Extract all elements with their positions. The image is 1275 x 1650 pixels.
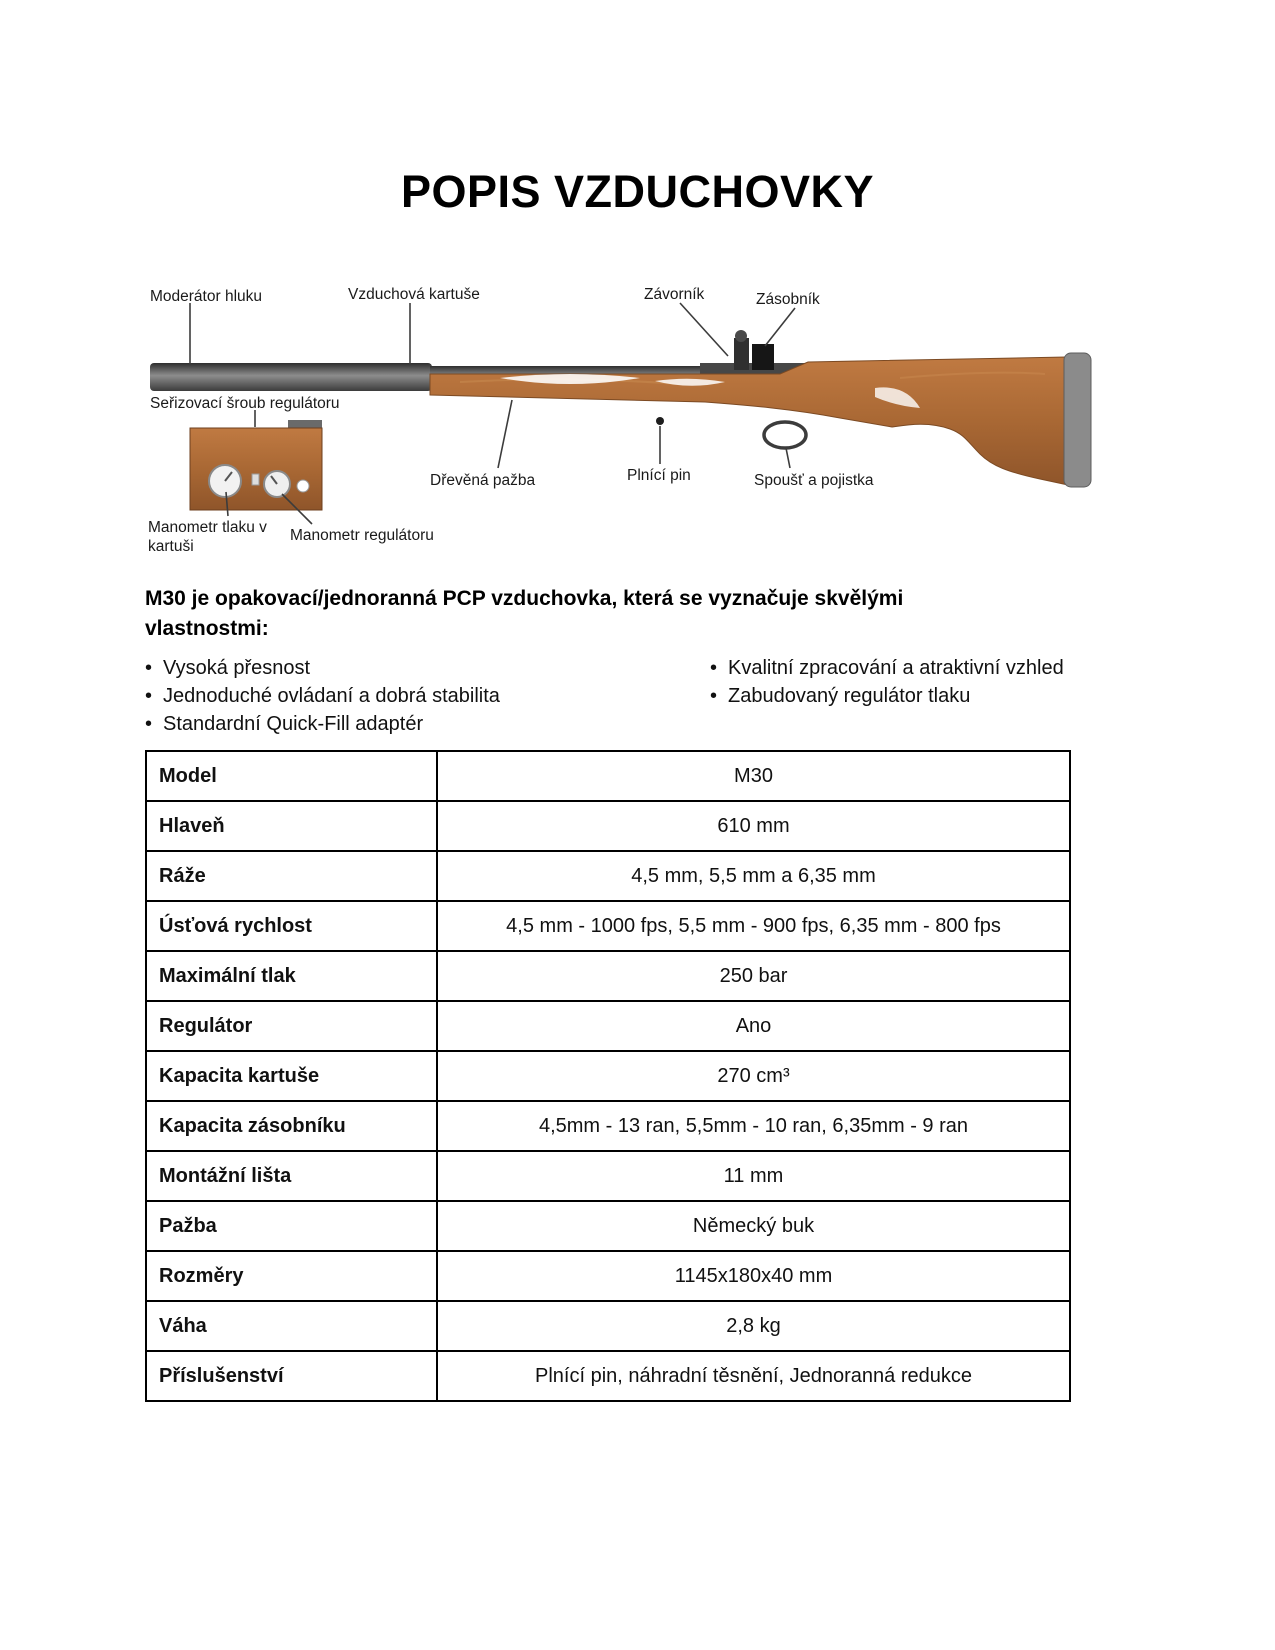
spec-label-cell: Model: [146, 751, 437, 801]
stock-group: [430, 357, 1068, 485]
spec-value-cell: Ano: [437, 1001, 1070, 1051]
intro-line-2: vlastnostmi:: [145, 617, 269, 640]
table-row: [146, 1101, 1070, 1151]
bullet-text: Jednoduché ovládaní a dobrá stabilita: [163, 685, 500, 707]
spec-label-cell: Hlaveň: [146, 801, 437, 851]
intro-line-1: M30 je opakovací/jednoranná PCP vzduchovka, která se vyznačuje skvělými: [145, 587, 904, 610]
spec-value-cell: 4,5 mm - 1000 fps, 5,5 mm - 900 fps, 6,35 mm - 800 fps: [437, 901, 1070, 951]
spec-label-cell: Příslušenství: [146, 1351, 437, 1401]
table-row: [146, 951, 1070, 1001]
table-row: [146, 1151, 1070, 1201]
intro-paragraph: [145, 584, 1075, 644]
spec-value-cell: 250 bar: [437, 951, 1070, 1001]
butt-pad: [1064, 353, 1091, 487]
list-item: [145, 710, 645, 738]
spec-label-cell: Maximální tlak: [146, 951, 437, 1001]
spec-label-cell: Ráže: [146, 851, 437, 901]
bullet-text: Vysoká přesnost: [163, 657, 311, 679]
spec-label-cell: Úsťová rychlost: [146, 901, 437, 951]
table-row: [146, 1301, 1070, 1351]
diagram-label-trigger-safety: Spoušť a pojistka: [754, 472, 874, 489]
rifle-diagram: [140, 278, 1140, 578]
list-item: [145, 654, 645, 682]
list-item: [710, 654, 1070, 682]
bullet-text: Zabudovaný regulátor tlaku: [728, 685, 971, 707]
spec-label-cell: Kapacita kartuše: [146, 1051, 437, 1101]
diagram-label-moderator: Moderátor hluku: [150, 288, 263, 305]
spec-label-cell: Pažba: [146, 1201, 437, 1251]
bullet-marker: •: [145, 713, 153, 735]
inset-port: [297, 480, 309, 492]
spec-value-cell: 4,5mm - 13 ran, 5,5mm - 10 ran, 6,35mm - 9 ran: [437, 1101, 1070, 1151]
bolt-knob: [735, 330, 747, 342]
spec-value-cell: 11 mm: [437, 1151, 1070, 1201]
magazine: [752, 344, 774, 370]
spec-value-cell: 4,5 mm, 5,5 mm a 6,35 mm: [437, 851, 1070, 901]
spec-value-cell: 1145x180x40 mm: [437, 1251, 1070, 1301]
fill-pin-port: [656, 417, 664, 425]
table-row: [146, 801, 1070, 851]
bullet-column-right: [710, 654, 1070, 710]
spec-label-cell: Rozměry: [146, 1251, 437, 1301]
spec-label-cell: Kapacita zásobníku: [146, 1101, 437, 1151]
table-row: [146, 901, 1070, 951]
bullet-marker: •: [145, 685, 153, 707]
spec-value-cell: Plnící pin, náhradní těsnění, Jednoranná redukce: [437, 1351, 1070, 1401]
table-row: [146, 1251, 1070, 1301]
table-row: [146, 1351, 1070, 1401]
bullet-marker: •: [710, 657, 718, 679]
diagram-label-regulator-screw: Seřizovací šroub regulátoru: [150, 395, 340, 412]
moderator-tube: [150, 363, 432, 391]
table-row: [146, 751, 1070, 801]
diagram-label-magazine: Zásobník: [756, 291, 820, 308]
spec-value-cell: Německý buk: [437, 1201, 1070, 1251]
trigger-guard: [764, 422, 806, 448]
diagram-label-wooden-stock: Dřevěná pažba: [430, 472, 536, 489]
bolt-handle: [734, 338, 749, 370]
action-group: [734, 330, 774, 370]
table-row: [146, 1201, 1070, 1251]
diagram-label-regulator-gauge: Manometr regulátoru: [290, 527, 434, 544]
gauge-inset: [190, 420, 322, 510]
leader-bolt: [680, 303, 728, 356]
bullet-marker: •: [710, 685, 718, 707]
spec-value-cell: 610 mm: [437, 801, 1070, 851]
diagram-label-fill-pin: Plnící pin: [627, 467, 691, 484]
bullet-text: Kvalitní zpracování a atraktivní vzhled: [728, 657, 1064, 679]
leader-magazine: [765, 308, 795, 346]
specifications-table-body: [146, 751, 1070, 1401]
table-row: [146, 1001, 1070, 1051]
diagram-label-bolt: Závorník: [644, 286, 705, 303]
bullet-marker: •: [145, 657, 153, 679]
list-item: [145, 682, 645, 710]
table-row: [146, 851, 1070, 901]
diagram-label-cartridge-gauge: Manometr tlaku v kartuši: [148, 519, 267, 555]
specifications-table: [145, 750, 1071, 1402]
page-title: POPIS VZDUCHOVKY: [400, 166, 875, 217]
spec-value-cell: 270 cm³: [437, 1051, 1070, 1101]
diagram-label-air-cartridge: Vzduchová kartuše: [348, 286, 480, 303]
spec-label-cell: Váha: [146, 1301, 437, 1351]
table-row: [146, 1051, 1070, 1101]
leader-trigger: [786, 448, 790, 468]
list-item: [710, 682, 1070, 710]
spec-label-cell: Regulátor: [146, 1001, 437, 1051]
inset-body: [190, 428, 322, 510]
spec-label-cell: Montážní lišta: [146, 1151, 437, 1201]
bullet-column-left: [145, 654, 645, 738]
spec-value-cell: M30: [437, 751, 1070, 801]
bullet-text: Standardní Quick-Fill adaptér: [163, 713, 424, 735]
inset-screw: [252, 474, 259, 485]
spec-value-cell: 2,8 kg: [437, 1301, 1070, 1351]
leader-stock: [498, 400, 512, 468]
